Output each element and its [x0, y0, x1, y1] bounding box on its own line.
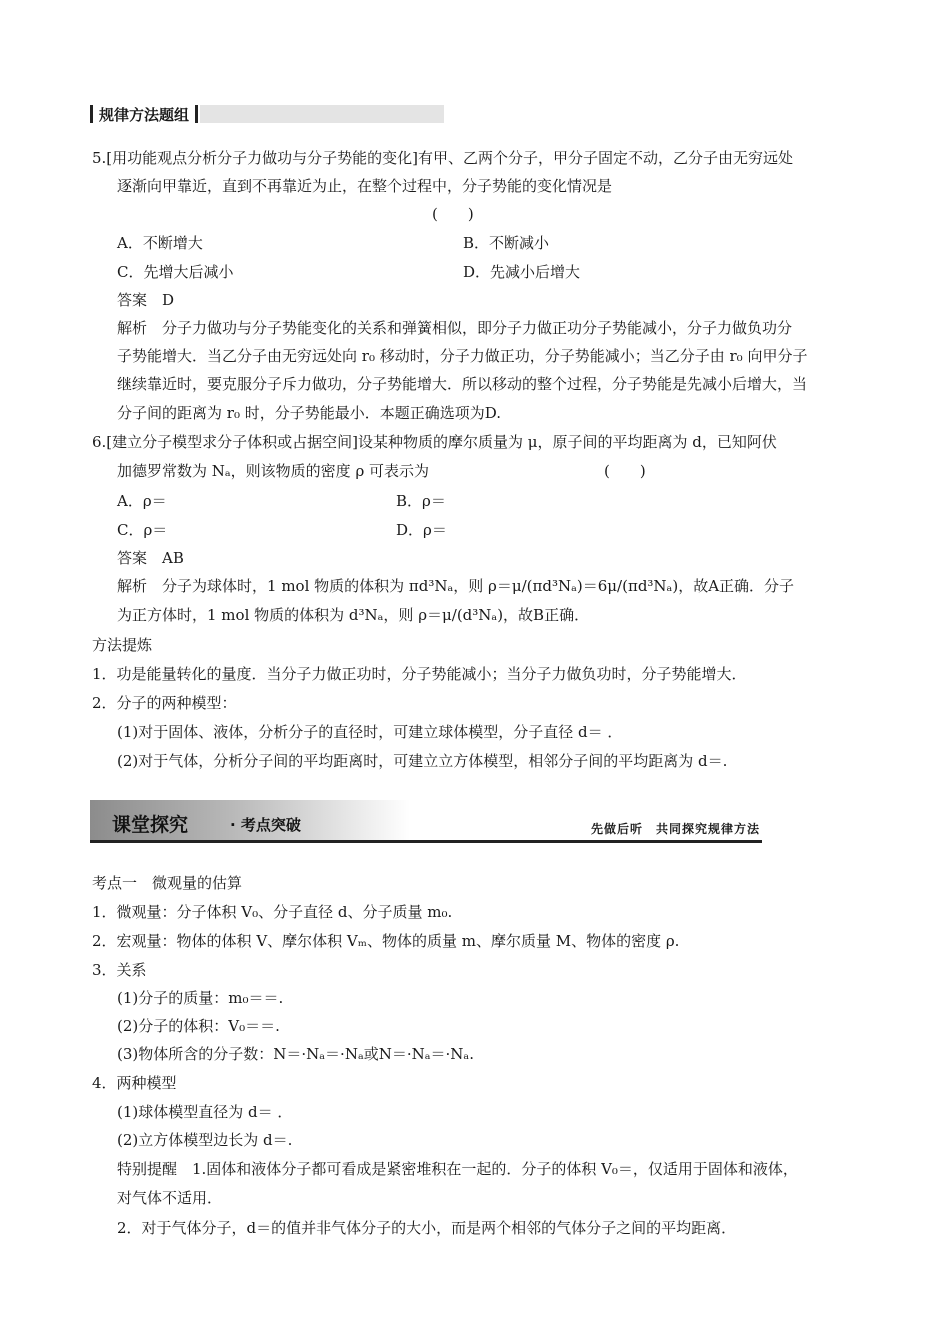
- q6-stem-line1: 6.[建立分子模型求分子体积或占据空间]设某种物质的摩尔质量为 μ，原子间的平均距离为 d，已知阿伏: [92, 433, 777, 451]
- q5-option-b: B．不断减小: [463, 234, 550, 252]
- method-title: 方法提炼: [92, 636, 153, 654]
- kaodian1-line-11: 对气体不适用．: [117, 1189, 223, 1207]
- kaodian1-line-6: (3)物体所含的分子数：N＝·Nₐ＝·Nₐ或N＝·Nₐ＝·Nₐ.: [117, 1045, 474, 1063]
- q6-analysis-line2: 为正方体时，1 mol 物质的体积为 d³Nₐ，则 ρ＝μ/(d³Nₐ)，故B正确．: [117, 606, 590, 624]
- section-header-grey-strip: [200, 105, 444, 123]
- kaodian1-line-2: 2．宏观量：物体的体积 V、摩尔体积 Vₘ、物体的质量 m、摩尔质量 M、物体的密度 ρ.: [92, 932, 680, 950]
- kaodian1-line-10: 特别提醒 1.固体和液体分子都可看成是紧密堆积在一起的．分子的体积 V₀＝，仅适用于固体和液体，: [117, 1160, 798, 1178]
- q6-option-c: C．ρ＝: [117, 521, 168, 539]
- q6-stem-line2: 加德罗常数为 Nₐ，则该物质的密度 ρ 可表示为: [117, 462, 430, 480]
- banner-right-text: 先做后听 共同探究规律方法: [590, 822, 760, 836]
- q5-answer-paren: ( ): [432, 205, 474, 223]
- banner-rule: [90, 840, 762, 843]
- method-item-2-1: (1)对于固体、液体，分析分子的直径时，可建立球体模型，分子直径 d＝ ．: [117, 723, 623, 741]
- method-item-2-2: (2)对于气体，分析分子间的平均距离时，可建立立方体模型，相邻分子间的平均距离为 d＝.: [117, 752, 728, 770]
- kaodian1-line-7: 4．两种模型: [92, 1074, 177, 1092]
- kaodian1-line-12: 2．对于气体分子，d＝的值并非气体分子的大小，而是两个相邻的气体分子之间的平均距离．: [117, 1219, 737, 1237]
- q6-option-b: B．ρ＝: [396, 492, 446, 510]
- q5-analysis-line2: 子势能增大．当乙分子由无穷远处向 r₀ 移动时，分子力做正功，分子势能减小；当乙分子由 r₀ 向甲分子: [117, 347, 808, 365]
- kaodian1-line-4: (1)分子的质量：m₀＝＝.: [117, 989, 284, 1007]
- banner-title: 课堂探究: [112, 814, 189, 836]
- q5-answer: 答案 D: [117, 291, 175, 309]
- q5-analysis-line3: 继续靠近时，要克服分子斥力做功，分子势能增大．所以移动的整个过程，分子势能是先减小后增大，当: [117, 375, 808, 393]
- section-header-title: 规律方法题组: [99, 105, 190, 124]
- kaodian1-line-3: 3．关系: [92, 961, 147, 979]
- q5-stem-line2: 逐渐向甲靠近，直到不再靠近为止，在整个过程中，分子势能的变化情况是: [117, 177, 613, 195]
- method-item-2: 2．分子的两种模型：: [92, 694, 237, 712]
- q6-option-a: A．ρ＝: [117, 492, 167, 510]
- q6-option-d: D．ρ＝: [396, 521, 447, 539]
- q6-answer: 答案 AB: [117, 549, 184, 567]
- q5-stem-line1: 5.[用功能观点分析分子力做功与分子势能的变化]有甲、乙两个分子，甲分子固定不动，乙分子由无穷远处: [92, 149, 794, 167]
- section-header-methods: [90, 104, 444, 124]
- kaodian1-line-5: (2)分子的体积：V₀＝＝.: [117, 1017, 280, 1035]
- q5-option-a: A．不断增大: [117, 234, 203, 252]
- q5-option-d: D．先减小后增大: [463, 263, 581, 281]
- kaodian1-line-1: 1．微观量：分子体积 V₀、分子直径 d、分子质量 m₀.: [92, 903, 453, 921]
- q5-option-c: C．先增大后减小: [117, 263, 234, 281]
- q5-analysis-line4: 分子间的距离为 r₀ 时，分子势能最小．本题正确选项为D.: [117, 404, 501, 422]
- q5-analysis-line1: 解析 分子力做功与分子势能变化的关系和弹簧相似，即分子力做正功分子势能减小，分子力做负功分: [117, 319, 793, 337]
- kaodian1-title: 考点一 微观量的估算: [92, 874, 243, 892]
- q6-answer-paren: ( ): [604, 462, 646, 480]
- q6-analysis-line1: 解析 分子为球体时，1 mol 物质的体积为 πd³Nₐ，则 ρ＝μ/(πd³Nₐ)＝6μ/(πd³Nₐ)，故A正确．分子: [117, 577, 795, 595]
- kaodian1-line-9: (2)立方体模型边长为 d＝.: [117, 1131, 293, 1149]
- method-item-1: 1．功是能量转化的量度．当分子力做正功时，分子势能减小；当分子力做负功时，分子势能增大．: [92, 665, 747, 683]
- section-banner: [90, 800, 762, 844]
- kaodian1-line-8: (1)球体模型直径为 d＝ ．: [117, 1103, 293, 1121]
- section-header-right-bar: [195, 105, 198, 123]
- banner-subtitle: · 考点突破: [230, 816, 301, 834]
